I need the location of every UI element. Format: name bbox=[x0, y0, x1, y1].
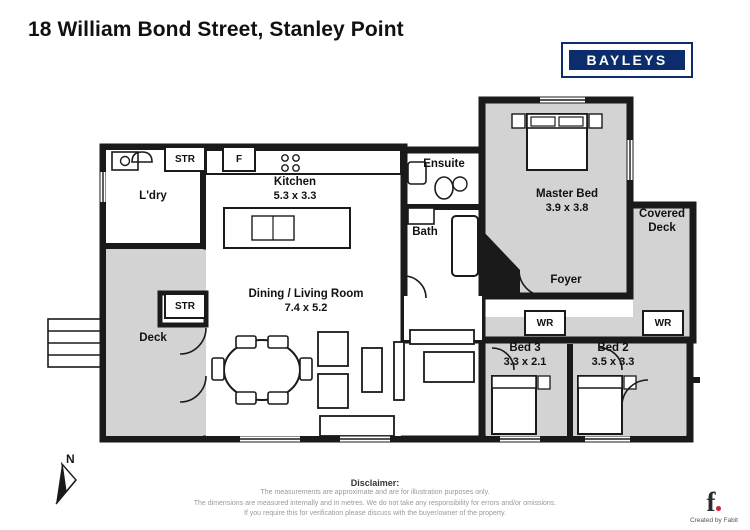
disclaimer-title: Disclaimer: bbox=[350, 478, 400, 488]
room-label-master-bed: Master Bed 3.9 x 3.8 bbox=[536, 188, 598, 214]
disclaimer-line-2: The dimensions are measured internally and in metres. We do not take any responsibility for errors and/or omissions. bbox=[193, 499, 557, 507]
room-label-kitchen: Kitchen 5.3 x 3.3 bbox=[273, 176, 317, 202]
created-by-label: Created by Fabit bbox=[689, 517, 738, 524]
bayleys-logo-text: BAYLEYS bbox=[569, 50, 685, 70]
room-label-bath: Bath bbox=[412, 226, 438, 238]
tag-str-1: STR bbox=[164, 146, 206, 172]
tag-wr-1: WR bbox=[524, 310, 566, 336]
floorplan-graphics bbox=[48, 100, 700, 439]
disclaimer-line-3: If you require this for verification please discuss with the buyer/owner of the property. bbox=[243, 510, 507, 517]
compass-north-label: N bbox=[66, 452, 75, 466]
fabit-dot-icon bbox=[716, 506, 721, 511]
fabit-logo bbox=[690, 489, 738, 524]
tag-wr-2: WR bbox=[642, 310, 684, 336]
room-label-bed2: Bed 2 3.5 x 3.3 bbox=[591, 342, 635, 368]
room-label-foyer: Foyer bbox=[550, 274, 582, 286]
disclaimer bbox=[0, 478, 750, 520]
floorplan bbox=[0, 80, 750, 460]
room-label-deck: Deck bbox=[139, 332, 167, 344]
room-label-bed3: Bed 3 3.3 x 2.1 bbox=[503, 342, 547, 368]
tag-str-2: STR bbox=[164, 293, 206, 319]
disclaimer-line-1: The measurements are approximate and are for illustration purposes only. bbox=[260, 489, 490, 496]
fabit-mark-icon: f bbox=[690, 489, 738, 516]
tag-fridge: F bbox=[222, 146, 256, 172]
page-title: 18 William Bond Street, Stanley Point bbox=[28, 18, 404, 41]
room-label-covered-deck: Covered Deck bbox=[638, 208, 686, 234]
bayleys-logo bbox=[561, 42, 693, 78]
room-label-laundry: L'dry bbox=[139, 190, 167, 202]
room-label-dining-living: Dining / Living Room 7.4 x 5.2 bbox=[248, 288, 364, 314]
room-label-ensuite: Ensuite bbox=[423, 158, 465, 170]
